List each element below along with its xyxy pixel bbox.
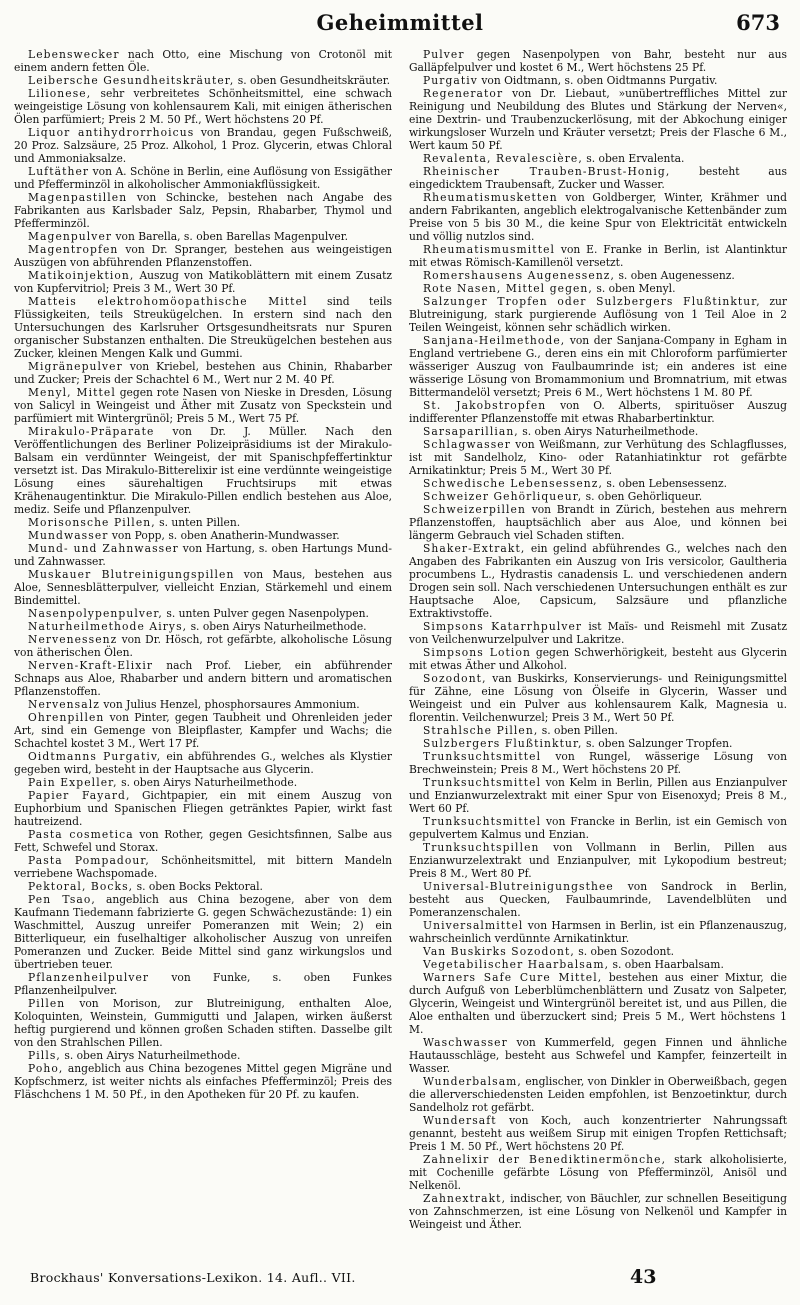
entry-text: von der Sanjana-Company in Egham in England vertriebene G., deren eins ein mit Chloroform parfümierter wässeriger Auszug von Faulbaumrinde ist; ein anderes ist eine wässerige Lösung von Bromammonium und Bromnatrium, mit etwas Bittermandelöl versetzt; Preis 6 M., Wert höchstens 1 M. 80 Pf. xyxy=(409,334,787,399)
entry-text: von Weißmann, zur Verhütung des Schlagflusses, ist mit Sandelholz, Kino- oder Ratanhiatinktur rot gefärbte Arnikatinktur; Preis 5 M., Wert 30 Pf. xyxy=(409,438,787,477)
dictionary-entry xyxy=(409,425,787,438)
entry-text: s. oben Augenessenz. xyxy=(618,269,735,282)
entry-text: von Dr. Hösch, rot gefärbte, alkoholische Lösung von ätherischen Ölen. xyxy=(14,633,392,659)
dictionary-entry xyxy=(409,191,787,243)
entry-text: angeblich aus China bezogene, aber von dem Kaufmann Tiedemann fabrizierte G. gegen Schwächezustände: 1) ein Waschmittel, Auszug unreifer Pomeranzen mit Wein; 2) ein Bitterliqueur, ein fuselhaltiger alkoholischer Auszug von unreifen Pomeranzen und Zucker. Beide Mittel sind ganz wirkungslos und übertrieben teuer. xyxy=(14,893,392,971)
entry-headword: Vegetabilischer Haarbalsam, xyxy=(423,958,610,971)
entry-text: ein gelind abführendes G., welches nach den Angaben des Fabrikanten ein Auszug von Iris versicolor, Gaultheria procumbens L., Hydrastis canadensis L. und verschiedenen andern Drogen sein soll. Nach verschiedenen Untersuchungen enthält es zur Hauptsache Aloe, Capsicum, Salzsäure und pflanzliche Extraktivstoffe. xyxy=(409,542,787,620)
entry-text: von Popp, s. oben Anatherin-Mundwasser. xyxy=(111,529,340,542)
dictionary-entry xyxy=(14,269,392,295)
entry-text: gegen Schwerhörigkeit, besteht aus Glycerin mit etwas Äther und Alkohol. xyxy=(409,646,787,672)
entry-headword: Magenpulver xyxy=(28,230,113,243)
entry-text: indischer, von Bäuchler, zur schnellen Beseitigung von Zahnschmerzen, ist eine Lösung von Nelkenöl und Kampfer in Weingeist und Äther. xyxy=(409,1192,787,1231)
dictionary-entry xyxy=(409,48,787,74)
entry-text: von Barella, s. oben Barellas Magenpulver. xyxy=(115,230,349,243)
dictionary-entry xyxy=(14,230,392,243)
entry-text: von Rother, gegen Gesichtsfinnen, Salbe aus Fett, Schwefel und Storax. xyxy=(14,828,392,854)
dictionary-entry xyxy=(14,542,392,568)
entry-headword: Regenerator xyxy=(423,87,504,100)
dictionary-entry xyxy=(409,724,787,737)
entry-headword: Purgativ xyxy=(423,74,478,87)
dictionary-entry xyxy=(14,997,392,1049)
entry-text: von Harmsen in Berlin, ist ein Pflanzenauszug, wahrscheinlich verdünnte Arnikatinktur. xyxy=(409,919,787,945)
entry-text: s. unten Pillen. xyxy=(159,516,241,529)
entry-text: zur Blutreinigung, stark purgierende Auflösung von 1 Teil Aloe in 2 Teilen Weingeist, können sehr schädlich wirken. xyxy=(409,295,787,334)
entry-headword: Wundersaft xyxy=(423,1114,497,1127)
page-number: 673 xyxy=(736,10,780,35)
entry-headword: Trunksuchtsmittel xyxy=(423,815,542,828)
entry-text: von Dr. Spranger, bestehen aus weingeistigen Auszügen von abführenden Pflanzenstoffen. xyxy=(14,243,392,269)
entry-text: Schönheitsmittel, mit bittern Mandeln verriebene Wachspomade. xyxy=(14,854,392,880)
dictionary-entry xyxy=(14,789,392,828)
entry-headword: Lebenswecker xyxy=(28,48,120,61)
dictionary-entry xyxy=(14,971,392,997)
entry-text: von Koch, auch konzentrierter Nahrungssaft genannt, besteht aus weißem Sirup mit einigen Tropfen Rettichsaft; Preis 1 M. 50 Pf., Wert höchstens 20 Pf. xyxy=(409,1114,787,1153)
dictionary-entry xyxy=(14,828,392,854)
entry-text: s. oben Pillen. xyxy=(541,724,618,737)
entry-text: angeblich aus China bezogenes Mittel gegen Migräne und Kopfschmerz, ist weiter nichts als einfaches Pfefferminzöl; Preis des Fläschchens 1 M. 50 Pf., in den Apotheken für 20 Pf. zu kaufen. xyxy=(14,1062,392,1101)
dictionary-entry xyxy=(409,165,787,191)
dictionary-entry xyxy=(409,87,787,152)
dictionary-entry xyxy=(409,1192,787,1231)
dictionary-entry xyxy=(409,945,787,958)
dictionary-entry xyxy=(14,126,392,165)
dictionary-entry xyxy=(14,711,392,750)
entry-headword: Pasta Pompadour, xyxy=(28,854,150,867)
dictionary-entry xyxy=(14,386,392,425)
entry-headword: Nerven-Kraft-Elixir xyxy=(28,659,154,672)
dictionary-entry xyxy=(14,776,392,789)
right-column xyxy=(409,48,787,1258)
dictionary-entry xyxy=(14,633,392,659)
entry-headword: Pektoral, Bocks, xyxy=(28,880,134,893)
entry-headword: Poho, xyxy=(28,1062,64,1075)
entry-headword: Van Buskirks Sozodont, xyxy=(423,945,575,958)
dictionary-entry xyxy=(409,958,787,971)
entry-headword: Matikoinjektion, xyxy=(28,269,135,282)
dictionary-entry xyxy=(14,750,392,776)
dictionary-entry xyxy=(409,971,787,1036)
entry-text: von Goldberger, Winter, Krähmer und andern Fabrikanten, angeblich elektrogalvanische Kettenbänder zum Preise von 5 bis 30 M., die keine Spur von Elektricität entwickeln und völlig nutzlos sind. xyxy=(409,191,787,243)
entry-text: s. oben Ervalenta. xyxy=(586,152,685,165)
dictionary-entry xyxy=(409,295,787,334)
entry-text: von E. Franke in Berlin, ist Alantinktur mit etwas Römisch-Kamillenöl versetzt. xyxy=(409,243,787,269)
entry-headword: Pen Tsao, xyxy=(28,893,96,906)
dictionary-entry xyxy=(14,854,392,880)
entry-headword: Morisonsche Pillen, xyxy=(28,516,156,529)
dictionary-entry xyxy=(409,438,787,477)
dictionary-entry xyxy=(14,880,392,893)
entry-headword: Rheumatismusmittel xyxy=(423,243,556,256)
entry-headword: Matteis elektrohomöopathische Mittel xyxy=(28,295,308,308)
dictionary-entry xyxy=(14,295,392,360)
dictionary-entry xyxy=(14,1062,392,1101)
entry-text: van Buskirks, Konservierungs- und Reinigungsmittel für Zähne, eine Lösung von Ölseife in Glycerin, Wasser und Weingeist und ein Pulver aus kohlensaurem Kalk, Magnesia u. florentin. Veilchenwurzel; Preis 3 M., Wert 50 Pf. xyxy=(409,672,787,724)
entry-headword: Pasta cosmetica xyxy=(28,828,134,841)
entry-text: s. oben Lebensessenz. xyxy=(606,477,728,490)
entry-headword: Strahlsche Pillen, xyxy=(423,724,539,737)
entry-text: besteht aus eingedicktem Traubensaft, Zucker und Wasser. xyxy=(409,165,787,191)
entry-headword: Ohrenpillen xyxy=(28,711,105,724)
entry-headword: Wunderbalsam, xyxy=(423,1075,522,1088)
entry-headword: Mundwasser xyxy=(28,529,109,542)
entry-headword: Sarsaparillian, xyxy=(423,425,519,438)
dictionary-entry xyxy=(14,620,392,633)
dictionary-entry xyxy=(409,269,787,282)
dictionary-entry xyxy=(14,568,392,607)
sheet-number: 43 xyxy=(630,1266,657,1288)
entry-text: von Maus, bestehen aus Aloe, Sennesblätterpulver, vielleicht Enzian, Stärkemehl und einem Bindemittel. xyxy=(14,568,392,607)
dictionary-entry xyxy=(409,776,787,815)
dictionary-entry xyxy=(14,659,392,698)
entry-headword: Pulver xyxy=(423,48,465,61)
entry-text: s. oben Airys Naturheilmethode. xyxy=(121,776,298,789)
entry-headword: Nervenessenz xyxy=(28,633,118,646)
entry-text: s. oben Gehörliqueur. xyxy=(585,490,703,503)
dictionary-entry xyxy=(409,243,787,269)
entry-headword: Pillen xyxy=(28,997,66,1010)
entry-headword: Universalmittel xyxy=(423,919,524,932)
imprint-line: Brockhaus' Konversations-Lexikon. 14. Aufl.. VII. xyxy=(30,1270,356,1285)
entry-text: von Brandau, gegen Fußschweiß, 20 Proz. Salzsäure, 25 Proz. Alkohol, 1 Proz. Glycerin, etwas Chloral und Ammoniaksalze. xyxy=(14,126,392,165)
entry-headword: Menyl, Mittel xyxy=(28,386,116,399)
entry-headword: Mirakulo-Präparate xyxy=(28,425,155,438)
entry-text: von Dr. J. Müller. Nach den Veröffentlichungen des Berliner Polizeipräsidiums ist der Mirakulo-Balsam ein verdünnter Weingeist, der mit Spanischpfeffertinktur versetzt ist. Das Mirakulo-Bitterelixir ist eine verdünnte weingeistige Lösung eines säurehaltigen Fruchtsirups mit etwas Krähenaugentinktur. Die Mirakulo-Pillen endlich bestehen aus Aloe, mediz. Seife und Pflanzenpulver. xyxy=(14,425,392,516)
entry-headword: Nasenpolypenpulver, xyxy=(28,607,163,620)
entry-headword: Sozodont, xyxy=(423,672,487,685)
entry-headword: Rheumatismusketten xyxy=(423,191,558,204)
entry-text: von Kummerfeld, gegen Finnen und ähnliche Hautausschläge, besteht aus Schwefel und Kampfer, feinzerteilt in Wasser. xyxy=(409,1036,787,1075)
entry-headword: Sanjana-Heilmethode, xyxy=(423,334,566,347)
entry-text: sind teils Flüssigkeiten, teils Streukügelchen. In erstern sind nach den Untersuchungen des Karlsruher Ortsgesundheitsrats nur Spuren organischer Substanzen enthalten. Die Streukügelchen bestehen aus Zucker, kleinen Mengen Kalk und Gummi. xyxy=(14,295,392,360)
entry-text: nach Prof. Lieber, ein abführender Schnaps aus Aloe, Rhabarber und andern bittern und aromatischen Pflanzenstoffen. xyxy=(14,659,392,698)
entry-text: s. oben Haarbalsam. xyxy=(612,958,724,971)
dictionary-entry xyxy=(409,841,787,880)
dictionary-entry xyxy=(14,165,392,191)
dictionary-entry xyxy=(409,542,787,620)
entry-headword: Trunksuchtsmittel xyxy=(423,776,542,789)
dictionary-entry xyxy=(409,477,787,490)
dictionary-entry xyxy=(409,815,787,841)
entry-headword: Simpsons Katarrhpulver xyxy=(423,620,583,633)
entry-text: von Hartung, s. oben Hartungs Mund- und Zahnwasser. xyxy=(14,542,392,568)
entry-text: von Kelm in Berlin, Pillen aus Enzianpulver und Enzianwurzelextrakt mit einer Spur von Eisenoxyd; Preis 8 M., Wert 60 Pf. xyxy=(409,776,787,815)
dictionary-entry xyxy=(409,919,787,945)
entry-headword: Schweizer Gehörliqueur, xyxy=(423,490,583,503)
entry-text: nach Otto, eine Mischung von Crotonöl mit einem andern fetten Öle. xyxy=(14,48,392,74)
entry-text: von Morison, zur Blutreinigung, enthalten Aloe, Koloquinten, Weinstein, Gummigutti und Jalapen, wirken äußerst heftig purgierend und können großen Schaden stiften. Dasselbe gilt von den Strahlschen Pillen. xyxy=(14,997,392,1049)
entry-text: von O. Alberts, spirituöser Auszug indifferenter Pflanzenstoffe mit etwas Rhabarbertinktur. xyxy=(409,399,787,425)
dictionary-entry xyxy=(14,360,392,386)
entry-text: s. oben Airys Naturheilmethode. xyxy=(522,425,699,438)
entry-headword: Zahnextrakt, xyxy=(423,1192,507,1205)
dictionary-entry xyxy=(14,243,392,269)
dictionary-entry xyxy=(409,1036,787,1075)
dictionary-entry xyxy=(409,672,787,724)
entry-text: s. oben Airys Naturheilmethode. xyxy=(64,1049,241,1062)
entry-text: s. oben Gesundheitskräuter. xyxy=(237,74,391,87)
entry-headword: Universal-Blutreinigungsthee xyxy=(423,880,614,893)
entry-headword: Pain Expeller, xyxy=(28,776,118,789)
entry-headword: Shaker-Extrakt, xyxy=(423,542,526,555)
page-footer xyxy=(0,1266,800,1292)
entry-headword: Naturheilmethode Airys, xyxy=(28,620,188,633)
dictionary-entry xyxy=(409,620,787,646)
dictionary-entry xyxy=(14,698,392,711)
dictionary-entry xyxy=(409,282,787,295)
entry-headword: Schwedische Lebensessenz, xyxy=(423,477,603,490)
entry-text: von Dr. Liebaut, »unübertreffliches Mittel zur Reinigung und Neubildung des Blutes und Stärkung der Nerven«, eine Dextrin- und Traubenzuckerlösung, mit der Abkochung einiger wirkungsloser Wurzeln und Kräuter versetzt; Preis der Flasche 6 M., Wert kaum 50 Pf. xyxy=(409,87,787,152)
entry-text: von Brandt in Zürich, bestehen aus mehrern Pflanzenstoffen, hauptsächlich aber aus Aloe, und können bei längerm Gebrauch viel Schaden stiften. xyxy=(409,503,787,542)
entry-headword: St. Jakobstropfen xyxy=(423,399,547,412)
entry-headword: Zahnelixir der Benediktinermönche, xyxy=(423,1153,667,1166)
entry-text: von Schincke, bestehen nach Angabe des Fabrikanten aus Karlsbader Salz, Pepsin, Rhabarber, Thymol und Pfefferminzöl. xyxy=(14,191,392,230)
entry-text: von Julius Henzel, phosphorsaures Ammonium. xyxy=(103,698,360,711)
entry-headword: Schweizerpillen xyxy=(423,503,526,516)
entry-text: ein abführendes G., welches als Klystier gegeben wird, besteht in der Hauptsache aus Glycerin. xyxy=(14,750,392,776)
entry-text: s. oben Salzunger Tropfen. xyxy=(585,737,733,750)
dictionary-entry xyxy=(409,503,787,542)
entry-text: s. oben Airys Naturheilmethode. xyxy=(190,620,367,633)
entry-text: gegen rote Nasen von Nieske in Dresden, Lösung von Salicyl in Weingeist und Äther mit Zusatz von Speckstein und parfümiert mit Wintergrünöl; Preis 5 M., Wert 75 Pf. xyxy=(14,386,392,425)
entry-headword: Oidtmanns Purgativ, xyxy=(28,750,162,763)
entry-headword: Schlagwasser xyxy=(423,438,511,451)
entry-text: von Rungel, wässerige Lösung von Brechweinstein; Preis 8 M., Wert höchstens 20 Pf. xyxy=(409,750,787,776)
dictionary-entry xyxy=(409,399,787,425)
entry-text: englischer, von Dinkler in Oberweißbach, gegen die allerverschiedensten Leiden empfohlen, ist Benzoetinktur, durch Sandelholz rot gefärbt. xyxy=(409,1075,787,1114)
dictionary-entry xyxy=(14,893,392,971)
entry-headword: Pills, xyxy=(28,1049,61,1062)
dictionary-entry xyxy=(409,490,787,503)
entry-headword: Mund- und Zahnwasser xyxy=(28,542,179,555)
entry-headword: Rote Nasen, Mittel gegen, xyxy=(423,282,593,295)
entry-headword: Liquor antihydrorrhoicus xyxy=(28,126,195,139)
dictionary-entry xyxy=(409,1153,787,1192)
dictionary-entry xyxy=(14,425,392,516)
entry-text: stark alkoholisierte, mit Cochenille gefärbte Lösung von Pfefferminzöl, Anisöl und Nelkenöl. xyxy=(409,1153,787,1192)
entry-text: s. unten Pulver gegen Nasenpolypen. xyxy=(166,607,369,620)
dictionary-entry xyxy=(14,529,392,542)
entry-text: Auszug von Matikoblättern mit einem Zusatz von Kupfervitriol; Preis 3 M., Wert 30 Pf. xyxy=(14,269,392,295)
entry-headword: Nervensalz xyxy=(28,698,100,711)
entry-text: Gichtpapier, ein mit einem Auszug von Euphorbium und Spanischen Fliegen getränktes Papier, wirkt fast hautreizend. xyxy=(14,789,392,828)
entry-headword: Rheinischer Trauben-Brust-Honig, xyxy=(423,165,671,178)
dictionary-entry xyxy=(409,1075,787,1114)
page-header xyxy=(0,10,800,44)
entry-text: bestehen aus einer Mixtur, die durch Aufguß von Leberblümchenblättern und Zusatz von Salpeter, Glycerin, Weingeist und Wintergrünöl bereitet ist, und aus Pillen, die Aloe enthalten und überzuckert sind; Preis 5 M., Wert höchstens 1 M. xyxy=(409,971,787,1036)
entry-text: von Oidtmann, s. oben Oidtmanns Purgativ. xyxy=(481,74,718,87)
dictionary-entry xyxy=(14,48,392,74)
entry-headword: Magentropfen xyxy=(28,243,119,256)
dictionary-entry xyxy=(409,646,787,672)
dictionary-entry xyxy=(14,74,392,87)
entry-text: sehr verbreitetes Schönheitsmittel, eine schwach weingeistige Lösung von kohlensaurem Kali, mit einigen ätherischen Ölen parfümiert; Preis 2 M. 50 Pf., Wert höchstens 20 Pf. xyxy=(14,87,392,126)
dictionary-entry xyxy=(409,74,787,87)
entry-text: s. oben Menyl. xyxy=(596,282,676,295)
entry-text: ist Maïs- und Reismehl mit Zusatz von Veilchenwurzelpulver und Lakritze. xyxy=(409,620,787,646)
entry-headword: Papier Fayard, xyxy=(28,789,131,802)
entry-text: gegen Nasenpolypen von Bahr, besteht nur aus Galläpfelpulver und kostet 6 M., Wert höchstens 25 Pf. xyxy=(409,48,787,74)
dictionary-entry xyxy=(14,191,392,230)
dictionary-entry xyxy=(409,880,787,919)
entry-text: von A. Schöne in Berlin, eine Auflösung von Essigäther und Pfefferminzöl in alkoholischer Ammoniakflüssigkeit. xyxy=(14,165,392,191)
entry-headword: Pflanzenheilpulver xyxy=(28,971,150,984)
dictionary-entry xyxy=(409,152,787,165)
entry-headword: Waschwasser xyxy=(423,1036,508,1049)
entry-text: von Pinter, gegen Taubheit und Ohrenleiden jeder Art, sind ein Gemenge von Bleipflaster, Kampfer und Wachs; die Schachtel kostet 3 M., Wert 17 Pf. xyxy=(14,711,392,750)
entry-headword: Lilionese, xyxy=(28,87,92,100)
entry-headword: Muskauer Blutreinigungspillen xyxy=(28,568,235,581)
left-column xyxy=(14,48,392,1258)
dictionary-entry xyxy=(409,334,787,399)
entry-text: von Francke in Berlin, ist ein Gemisch von gepulvertem Kalmus und Enzian. xyxy=(409,815,787,841)
entry-text: von Sandrock in Berlin, besteht aus Quecken, Faulbaumrinde, Lavendelblüten und Pomeranzenschalen. xyxy=(409,880,787,919)
entry-headword: Warners Safe Cure Mittel, xyxy=(423,971,603,984)
entry-headword: Magenpastillen xyxy=(28,191,128,204)
dictionary-entry xyxy=(14,87,392,126)
entry-headword: Trunksuchtspillen xyxy=(423,841,540,854)
entry-text: s. oben Sozodont. xyxy=(578,945,675,958)
entry-text: von Vollmann in Berlin, Pillen aus Enzianwurzelextrakt und Enzianpulver, mit Lykopodium bestreut; Preis 8 M., Wert 80 Pf. xyxy=(409,841,787,880)
entry-headword: Migränepulver xyxy=(28,360,123,373)
entry-headword: Sulzbergers Flußtinktur, xyxy=(423,737,583,750)
entry-headword: Trunksuchtsmittel xyxy=(423,750,542,763)
entry-headword: Luftäther xyxy=(28,165,90,178)
dictionary-entry xyxy=(409,737,787,750)
dictionary-entry xyxy=(409,1114,787,1153)
dictionary-entry xyxy=(14,1049,392,1062)
entry-text: s. oben Bocks Pektoral. xyxy=(136,880,263,893)
dictionary-entry xyxy=(409,750,787,776)
dictionary-entry xyxy=(14,607,392,620)
entry-headword: Revalenta, Revalescière, xyxy=(423,152,583,165)
entry-headword: Simpsons Lotion xyxy=(423,646,531,659)
entry-headword: Leibersche Gesundheitskräuter, xyxy=(28,74,235,87)
entry-text: von Funke, s. oben Funkes Pflanzenheilpulver. xyxy=(14,971,392,997)
page-title: Geheimmittel xyxy=(316,10,484,35)
entry-headword: Romershausens Augenessenz, xyxy=(423,269,616,282)
entry-text: von Kriebel, bestehen aus Chinin, Rhabarber und Zucker; Preis der Schachtel 6 M., Wert nur 2 M. 40 Pf. xyxy=(14,360,392,386)
dictionary-entry xyxy=(14,516,392,529)
entry-headword: Salzunger Tropfen oder Sulzbergers Flußtinktur, xyxy=(423,295,761,308)
